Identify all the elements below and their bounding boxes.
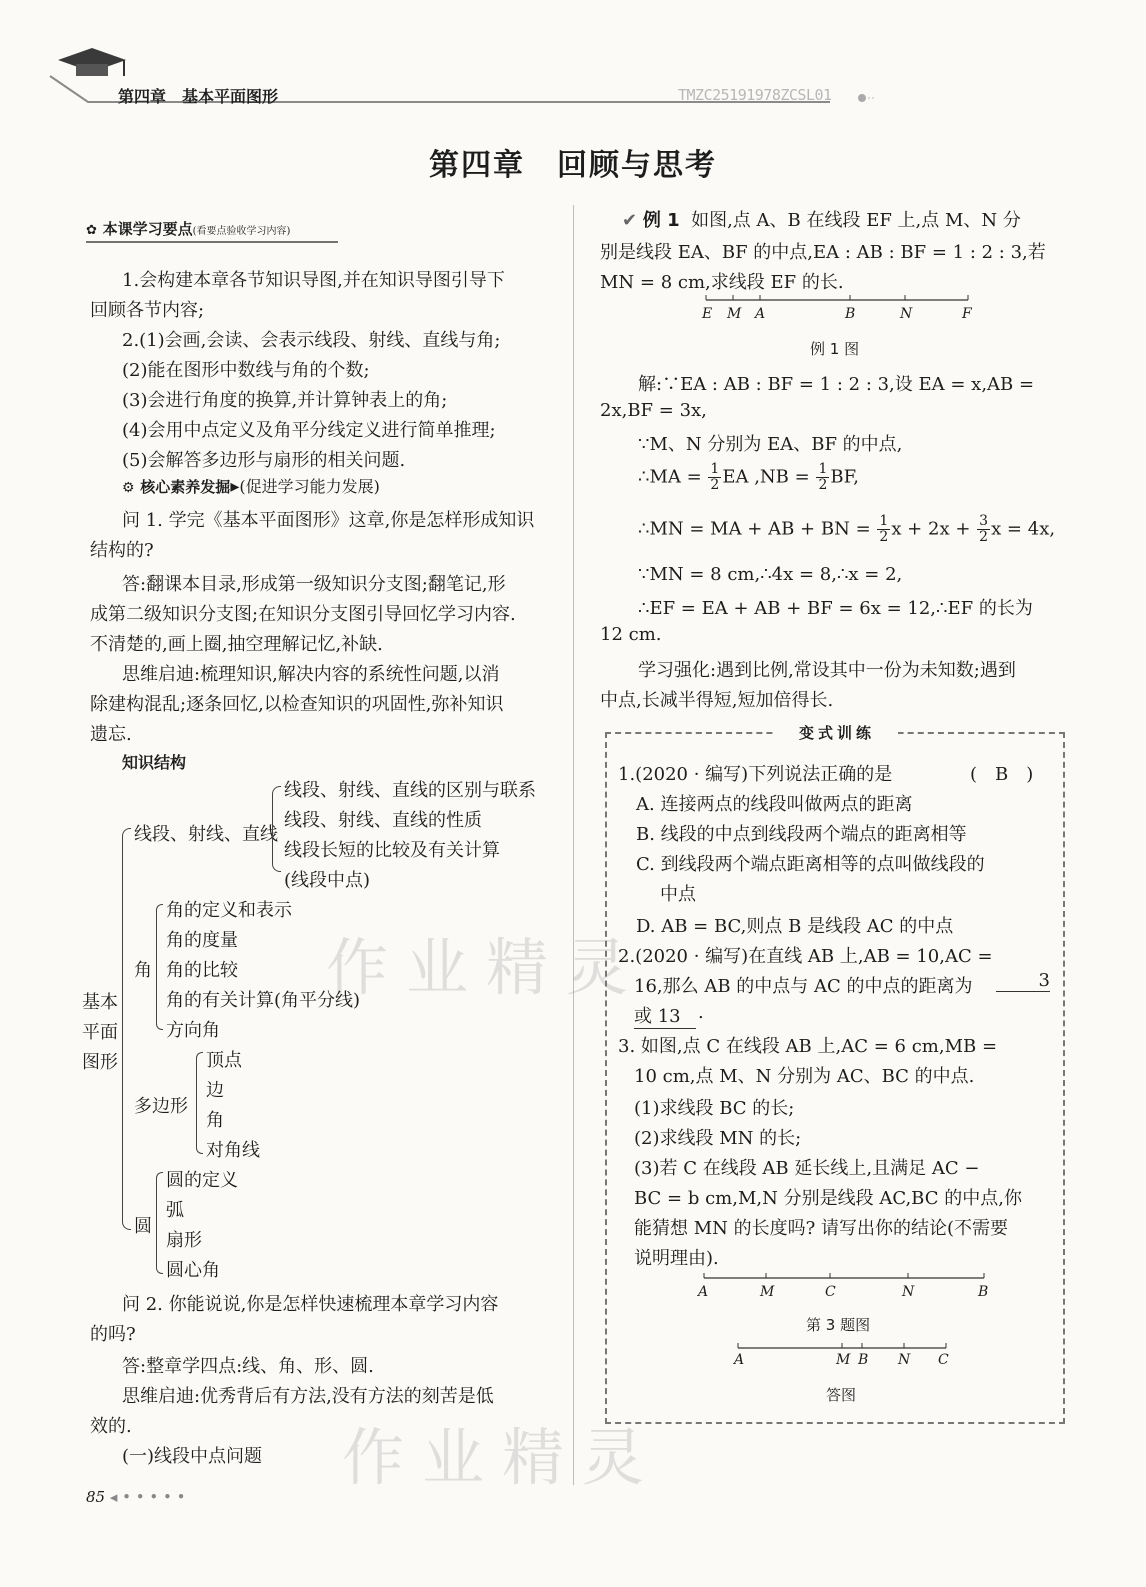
point-label: B	[858, 1352, 869, 1368]
watermark: 作业精灵	[342, 1421, 663, 1494]
key-point: 回顾各节内容;	[90, 300, 205, 321]
example-1: 别是线段 EA、BF 的中点,EA : AB : BF = 1 : 2 : 3,若	[600, 242, 1046, 263]
tree-leaf: 角的定义和表示	[166, 900, 292, 921]
question-1: 结构的?	[90, 540, 154, 561]
exercise-question-3: (3)若 C 在线段 AB 延长线上,且满足 AC −	[634, 1158, 980, 1179]
point-label: C	[938, 1352, 949, 1368]
think-1: 除建构混乱;逐条回忆,以检查知识的巩固性,弥补知识	[90, 694, 504, 715]
example-1: ✔ 例 1 如图,点 A、B 在线段 EF 上,点 M、N 分	[622, 210, 1021, 231]
tree-brace	[156, 904, 163, 1030]
solution-line: ∴EF = EA + AB + BF = 6x = 12,∴EF 的长为	[638, 598, 1033, 619]
question-2: 的吗?	[90, 1324, 136, 1345]
answer-2: 答:整章学四点:线、角、形、圆.	[122, 1356, 374, 1377]
graduation-cap-icon	[58, 48, 126, 76]
tree-branch-angle: 角	[134, 960, 152, 981]
exercise-question-2: 2.(2020 · 编写)在直线 AB 上,AB = 10,AC =	[618, 946, 993, 967]
answer-1: 不清楚的,画上圈,抽空理解记忆,补缺.	[90, 634, 383, 655]
point-label: M	[760, 1284, 775, 1300]
point-label: A	[734, 1352, 745, 1368]
tree-branch-circle: 圆	[134, 1216, 152, 1237]
key-point: 2.(1)会画,会读、会表示线段、射线、直线与角;	[122, 330, 501, 351]
tree-leaf: 对角线	[206, 1140, 260, 1161]
solution-line: 2x,BF = 3x,	[600, 400, 707, 421]
key-point: (5)会解答多边形与扇形的相关问题.	[122, 450, 406, 471]
tree-brace	[272, 786, 281, 872]
leaf-icon: ✿	[86, 223, 97, 238]
point-label: C	[825, 1284, 836, 1300]
key-point: 1.会构建本章各节知识导图,并在知识导图引导下	[122, 270, 505, 291]
page-number: 85 ◂ • • • • •	[86, 1488, 186, 1506]
tree-leaf: 顶点	[206, 1050, 242, 1071]
think-1: 遗忘.	[90, 724, 132, 745]
option: C. 到线段两个端点距离相等的点叫做线段的	[636, 854, 985, 875]
tree-leaf: 角	[206, 1110, 224, 1131]
period: .	[698, 1002, 704, 1023]
watermark: 作业精灵	[326, 931, 647, 1004]
tree-leaf: 弧	[166, 1200, 184, 1221]
key-point: (4)会用中点定义及角平分线定义进行简单推理;	[122, 420, 496, 441]
point-label: M	[727, 306, 742, 322]
tree-leaf: (线段中点)	[284, 870, 371, 891]
solution-line: ∴MA = $\frac{1}{2}$ EA ,NB = $\frac{1}{2}$ BF,	[638, 461, 860, 493]
tree-leaf: 线段长短的比较及有关计算	[284, 840, 500, 861]
option: B. 线段的中点到线段两个端点的距离相等	[636, 824, 967, 845]
tree-leaf: 角的有关计算(角平分线)	[166, 990, 361, 1011]
exercise-question-3: BC = b cm,M,N 分别是线段 AC,BC 的中点,你	[634, 1188, 1022, 1209]
tip-line: 学习强化:遇到比例,常设其中一份为未知数;遇到	[638, 660, 1016, 681]
exercise-answer-2: 3	[996, 970, 1050, 992]
tree-leaf: 线段、射线、直线的性质	[284, 810, 482, 831]
tree-root: 图形	[82, 1052, 118, 1073]
solution-line: 解:∵EA : AB : BF = 1 : 2 : 3,设 EA = x,AB =	[638, 374, 1035, 395]
tree-leaf: 方向角	[166, 1020, 220, 1041]
sub-heading: (一)线段中点问题	[122, 1446, 263, 1467]
option: A. 连接两点的线段叫做两点的距离	[636, 794, 913, 815]
exercise-question-3: (2)求线段 MN 的长;	[634, 1128, 802, 1149]
question-1: 问 1. 学完《基本平面图形》这章,你是怎样形成知识	[122, 510, 535, 531]
think-2: 思维启迪:优秀背后有方法,没有方法的刻苦是低	[122, 1386, 494, 1407]
exercise-question-3: 说明理由).	[634, 1248, 719, 1269]
point-label: E	[702, 306, 713, 322]
option: D. AB = BC,则点 B 是线段 AC 的中点	[636, 916, 954, 937]
option: 中点	[660, 884, 696, 905]
tree-leaf: 边	[206, 1080, 224, 1101]
point-label: B	[845, 306, 856, 322]
point-label: F	[962, 306, 972, 322]
tree-leaf: 角的比较	[166, 960, 238, 981]
header-chapter: 第四章 基本平面图形	[118, 87, 279, 106]
key-points-heading: ✿ 本课学习要点(看要点验收学习内容)	[86, 220, 291, 238]
tree-brace	[156, 1172, 163, 1274]
question-3-figure	[700, 1270, 990, 1290]
arrow-icon: ▸	[230, 476, 240, 497]
tree-leaf: 扇形	[166, 1230, 202, 1251]
exercise-question-3: 10 cm,点 M、N 分别为 AC、BC 的中点.	[634, 1066, 975, 1087]
key-point: (2)能在图形中数线与角的个数;	[122, 360, 370, 381]
header-code: TMZC25191978ZCSL01	[678, 86, 832, 104]
solution-line: ∵M、N 分别为 EA、BF 的中点,	[638, 434, 903, 455]
tip-line: 中点,长减半得短,短加倍得长.	[600, 690, 834, 711]
tree-leaf: 角的度量	[166, 930, 238, 951]
exercise-answer-1: ( B )	[970, 764, 1034, 785]
solution-line: 12 cm.	[600, 624, 662, 645]
tree-branch-segment: 线段、射线、直线	[134, 824, 278, 845]
exercise-box-title: 变式训练	[776, 722, 898, 744]
question-2: 问 2. 你能说说,你是怎样快速梳理本章学习内容	[122, 1294, 499, 1315]
example-1: MN = 8 cm,求线段 EF 的长.	[600, 272, 844, 293]
solution-line: ∴MN = MA + AB + BN = $\frac{1}{2}$ x + 2x + $\frac{3}{2}$ x = 4x,	[638, 513, 1056, 545]
exercise-question-3: 3. 如图,点 C 在线段 AB 上,AC = 6 cm,MB =	[618, 1036, 998, 1057]
point-label: B	[978, 1284, 989, 1300]
figure-caption: 第 3 题图	[806, 1316, 871, 1334]
tree-root: 基本	[82, 992, 118, 1013]
point-label: N	[898, 1352, 911, 1368]
exercise-question-3: 能猜想 MN 的长度吗? 请写出你的结论(不需要	[634, 1218, 1009, 1239]
answer-1: 答:翻课本目录,形成第一级知识分支图;翻笔记,形	[122, 574, 506, 595]
exercise-answer-2: 或 13	[634, 1002, 696, 1029]
point-label: N	[900, 306, 913, 322]
tree-leaf: 圆的定义	[166, 1170, 238, 1191]
example-1-figure	[700, 292, 980, 322]
figure-caption: 例 1 图	[810, 340, 860, 358]
exercise-question-3: (1)求线段 BC 的长;	[634, 1098, 795, 1119]
point-label: A	[755, 306, 766, 322]
tree-root: 平面	[82, 1022, 118, 1043]
core-heading: ⚙ 核心素养发掘▸(促进学习能力发展)	[122, 476, 380, 497]
tree-brace	[122, 828, 131, 1230]
column-divider	[573, 205, 574, 1485]
key-point: (3)会进行角度的换算,并计算钟表上的角;	[122, 390, 448, 411]
point-label: M	[836, 1352, 851, 1368]
think-2: 效的.	[90, 1416, 132, 1437]
exercise-question-2: 16,那么 AB 的中点与 AC 的中点的距离为	[634, 976, 973, 997]
gear-icon: ⚙	[122, 480, 135, 496]
solution-line: ∵MN = 8 cm,∴4x = 8,∴x = 2,	[638, 564, 903, 585]
structure-heading: 知识结构	[122, 753, 187, 772]
check-icon: ✔	[622, 210, 638, 231]
tree-branch-polygon: 多边形	[134, 1096, 188, 1117]
tree-leaf: 圆心角	[166, 1260, 220, 1281]
heading-underline	[86, 240, 338, 244]
think-1: 思维启迪:梳理知识,解决内容的系统性问题,以消	[122, 664, 500, 685]
tree-leaf: 线段、射线、直线的区别与联系	[284, 780, 536, 801]
point-label: N	[902, 1284, 915, 1300]
figure-caption: 答图	[826, 1386, 857, 1404]
page-title: 第四章 回顾与思考	[429, 148, 717, 183]
exercise-question-1: 1.(2020 · 编写)下列说法正确的是	[618, 764, 893, 785]
tree-brace	[196, 1052, 203, 1154]
point-label: A	[698, 1284, 709, 1300]
answer-1: 成第二级知识分支图;在知识分支图引导回忆学习内容.	[90, 604, 516, 625]
